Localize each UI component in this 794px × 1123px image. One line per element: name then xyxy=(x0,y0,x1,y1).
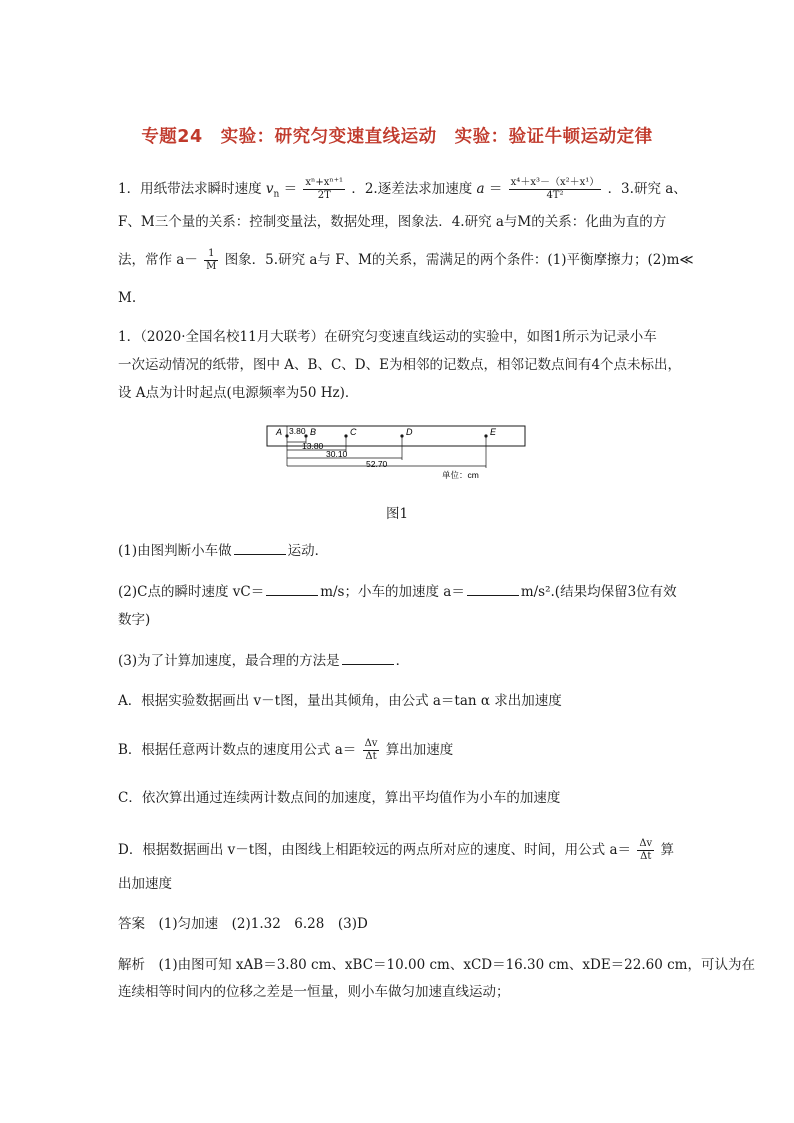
summary-text: 法，常作 a－ xyxy=(118,252,198,268)
fraction-denominator: Δt xyxy=(640,851,652,862)
instant-velocity-fraction xyxy=(303,177,345,202)
equals-sign: ＝ xyxy=(283,181,298,197)
analysis-line-2: 连续相等时间内的位移之差是一恒量，则小车做匀加速直线运动； xyxy=(118,984,510,1000)
successive-difference-fraction xyxy=(509,177,602,202)
option-d-cont: 出加速度 xyxy=(118,876,172,892)
delta-fraction xyxy=(637,838,654,863)
question-part-3 xyxy=(118,651,409,671)
question-part-2 xyxy=(118,582,677,602)
option-a: A．根据实验数据画出 v－t图，量出其倾角，由公式 a＝tan α 求出加速度 xyxy=(118,693,562,709)
option-text: B．根据任意两计数点的速度用公式 a＝ xyxy=(118,742,357,758)
question-text: m/s².(结果均保留3位有效 xyxy=(520,584,677,600)
question-text: 运动． xyxy=(287,543,329,559)
fraction-numerator: xⁿ+xⁿ⁺¹ xyxy=(305,177,344,188)
summary-line-4: M. xyxy=(118,290,137,306)
velocity-symbol: v xyxy=(265,181,274,197)
fraction-numerator: 1 xyxy=(204,248,218,261)
question-intro-3: 设 A点为计时起点(电源频率为50 Hz)． xyxy=(118,385,359,401)
distance-label-ac: 13.80 xyxy=(302,441,324,451)
option-d xyxy=(118,838,674,863)
summary-line-1 xyxy=(118,177,687,205)
fraction-numerator: x⁴＋x³－（x²＋x¹） xyxy=(510,177,600,188)
question-part-2-cont: 数字) xyxy=(118,612,151,628)
option-text: D．根据数据画出 v－t图，由图线上相距较远的两点所对应的速度、时间，用公式 a＝ xyxy=(118,842,632,858)
answer-blank xyxy=(266,583,318,596)
answer-line: 答案 (1)匀加速 (2)1.32 6.28 (3)D xyxy=(118,916,368,932)
answer-blank xyxy=(467,583,519,596)
distance-label-ae: 52.70 xyxy=(366,459,388,469)
equals-sign: ＝ xyxy=(488,181,503,197)
fraction-denominator: M xyxy=(206,261,217,272)
question-text: m/s；小车的加速度 a＝ xyxy=(320,584,465,600)
point-label-b: B xyxy=(310,427,317,437)
fraction-denominator: 2T xyxy=(317,190,331,201)
option-text: 算出加速度 xyxy=(385,742,454,758)
point-label-a: A xyxy=(276,427,283,437)
question-text: (3)为了计算加速度，最合理的方法是 xyxy=(118,653,340,669)
summary-text: 1．用纸带法求瞬时速度 xyxy=(118,181,262,197)
figure-caption: 图1 xyxy=(385,506,409,522)
fraction-denominator: 4T² xyxy=(546,190,564,201)
question-part-1 xyxy=(118,541,328,561)
question-intro-1: 1．（2020·全国名校11月大联考）在研究匀变速直线运动的实验中，如图1所示为记录小车 xyxy=(118,329,657,345)
summary-line-3 xyxy=(118,248,694,273)
summary-text: a、 xyxy=(665,181,687,197)
question-text: (2)C点的瞬时速度 vC＝ xyxy=(118,584,265,600)
question-intro-2: 一次运动情况的纸带，图中 A、B、C、D、E为相邻的记数点，相邻记数点间有4个点未标出， xyxy=(118,357,682,373)
summary-text: ．3.研究 xyxy=(607,181,661,197)
point-label-c: C xyxy=(350,427,357,437)
inverse-mass-fraction xyxy=(204,248,218,273)
distance-label-ad: 30.10 xyxy=(326,449,348,459)
point-label-d: D xyxy=(406,427,413,437)
summary-text: ．2.逐差法求加速度 xyxy=(351,181,473,197)
point-label-e: E xyxy=(490,427,497,437)
option-b xyxy=(118,738,453,763)
fraction-denominator: Δt xyxy=(365,751,377,762)
summary-text: 图象．5.研究 a与 F、M的关系，需满足的两个条件：(1)平衡摩擦力；(2)m≪ xyxy=(224,252,694,268)
analysis-line-1: 解析 (1)由图可知 xAB＝3.80 cm、xBC＝10.00 cm、xCD＝16.30 cm、xDE＝22.60 cm，可认为在 xyxy=(118,957,755,973)
distance-label-ab: 3.80 xyxy=(289,426,306,436)
question-text: (1)由图判断小车做 xyxy=(118,543,232,559)
answer-blank xyxy=(234,542,286,555)
question-text: ． xyxy=(395,653,410,669)
fraction-numerator: Δv xyxy=(364,738,378,749)
summary-line-2: F、M三个量的关系：控制变量法，数据处理，图象法．4.研究 a与M的关系：化曲为直的方 xyxy=(118,214,667,230)
page-title: 专题24 实验：研究匀变速直线运动 实验：验证牛顿运动定律 xyxy=(141,127,653,147)
answer-blank xyxy=(342,652,394,665)
velocity-subscript: n xyxy=(273,189,280,200)
fraction-numerator: Δv xyxy=(639,838,653,849)
acceleration-symbol: a xyxy=(476,181,485,197)
option-text: 算 xyxy=(660,842,674,858)
paper-tape-figure xyxy=(262,420,532,482)
option-c: C．依次算出通过连续两计数点间的加速度，算出平均值作为小车的加速度 xyxy=(118,790,561,806)
unit-label: 单位：cm xyxy=(442,470,479,480)
delta-fraction xyxy=(363,738,380,763)
